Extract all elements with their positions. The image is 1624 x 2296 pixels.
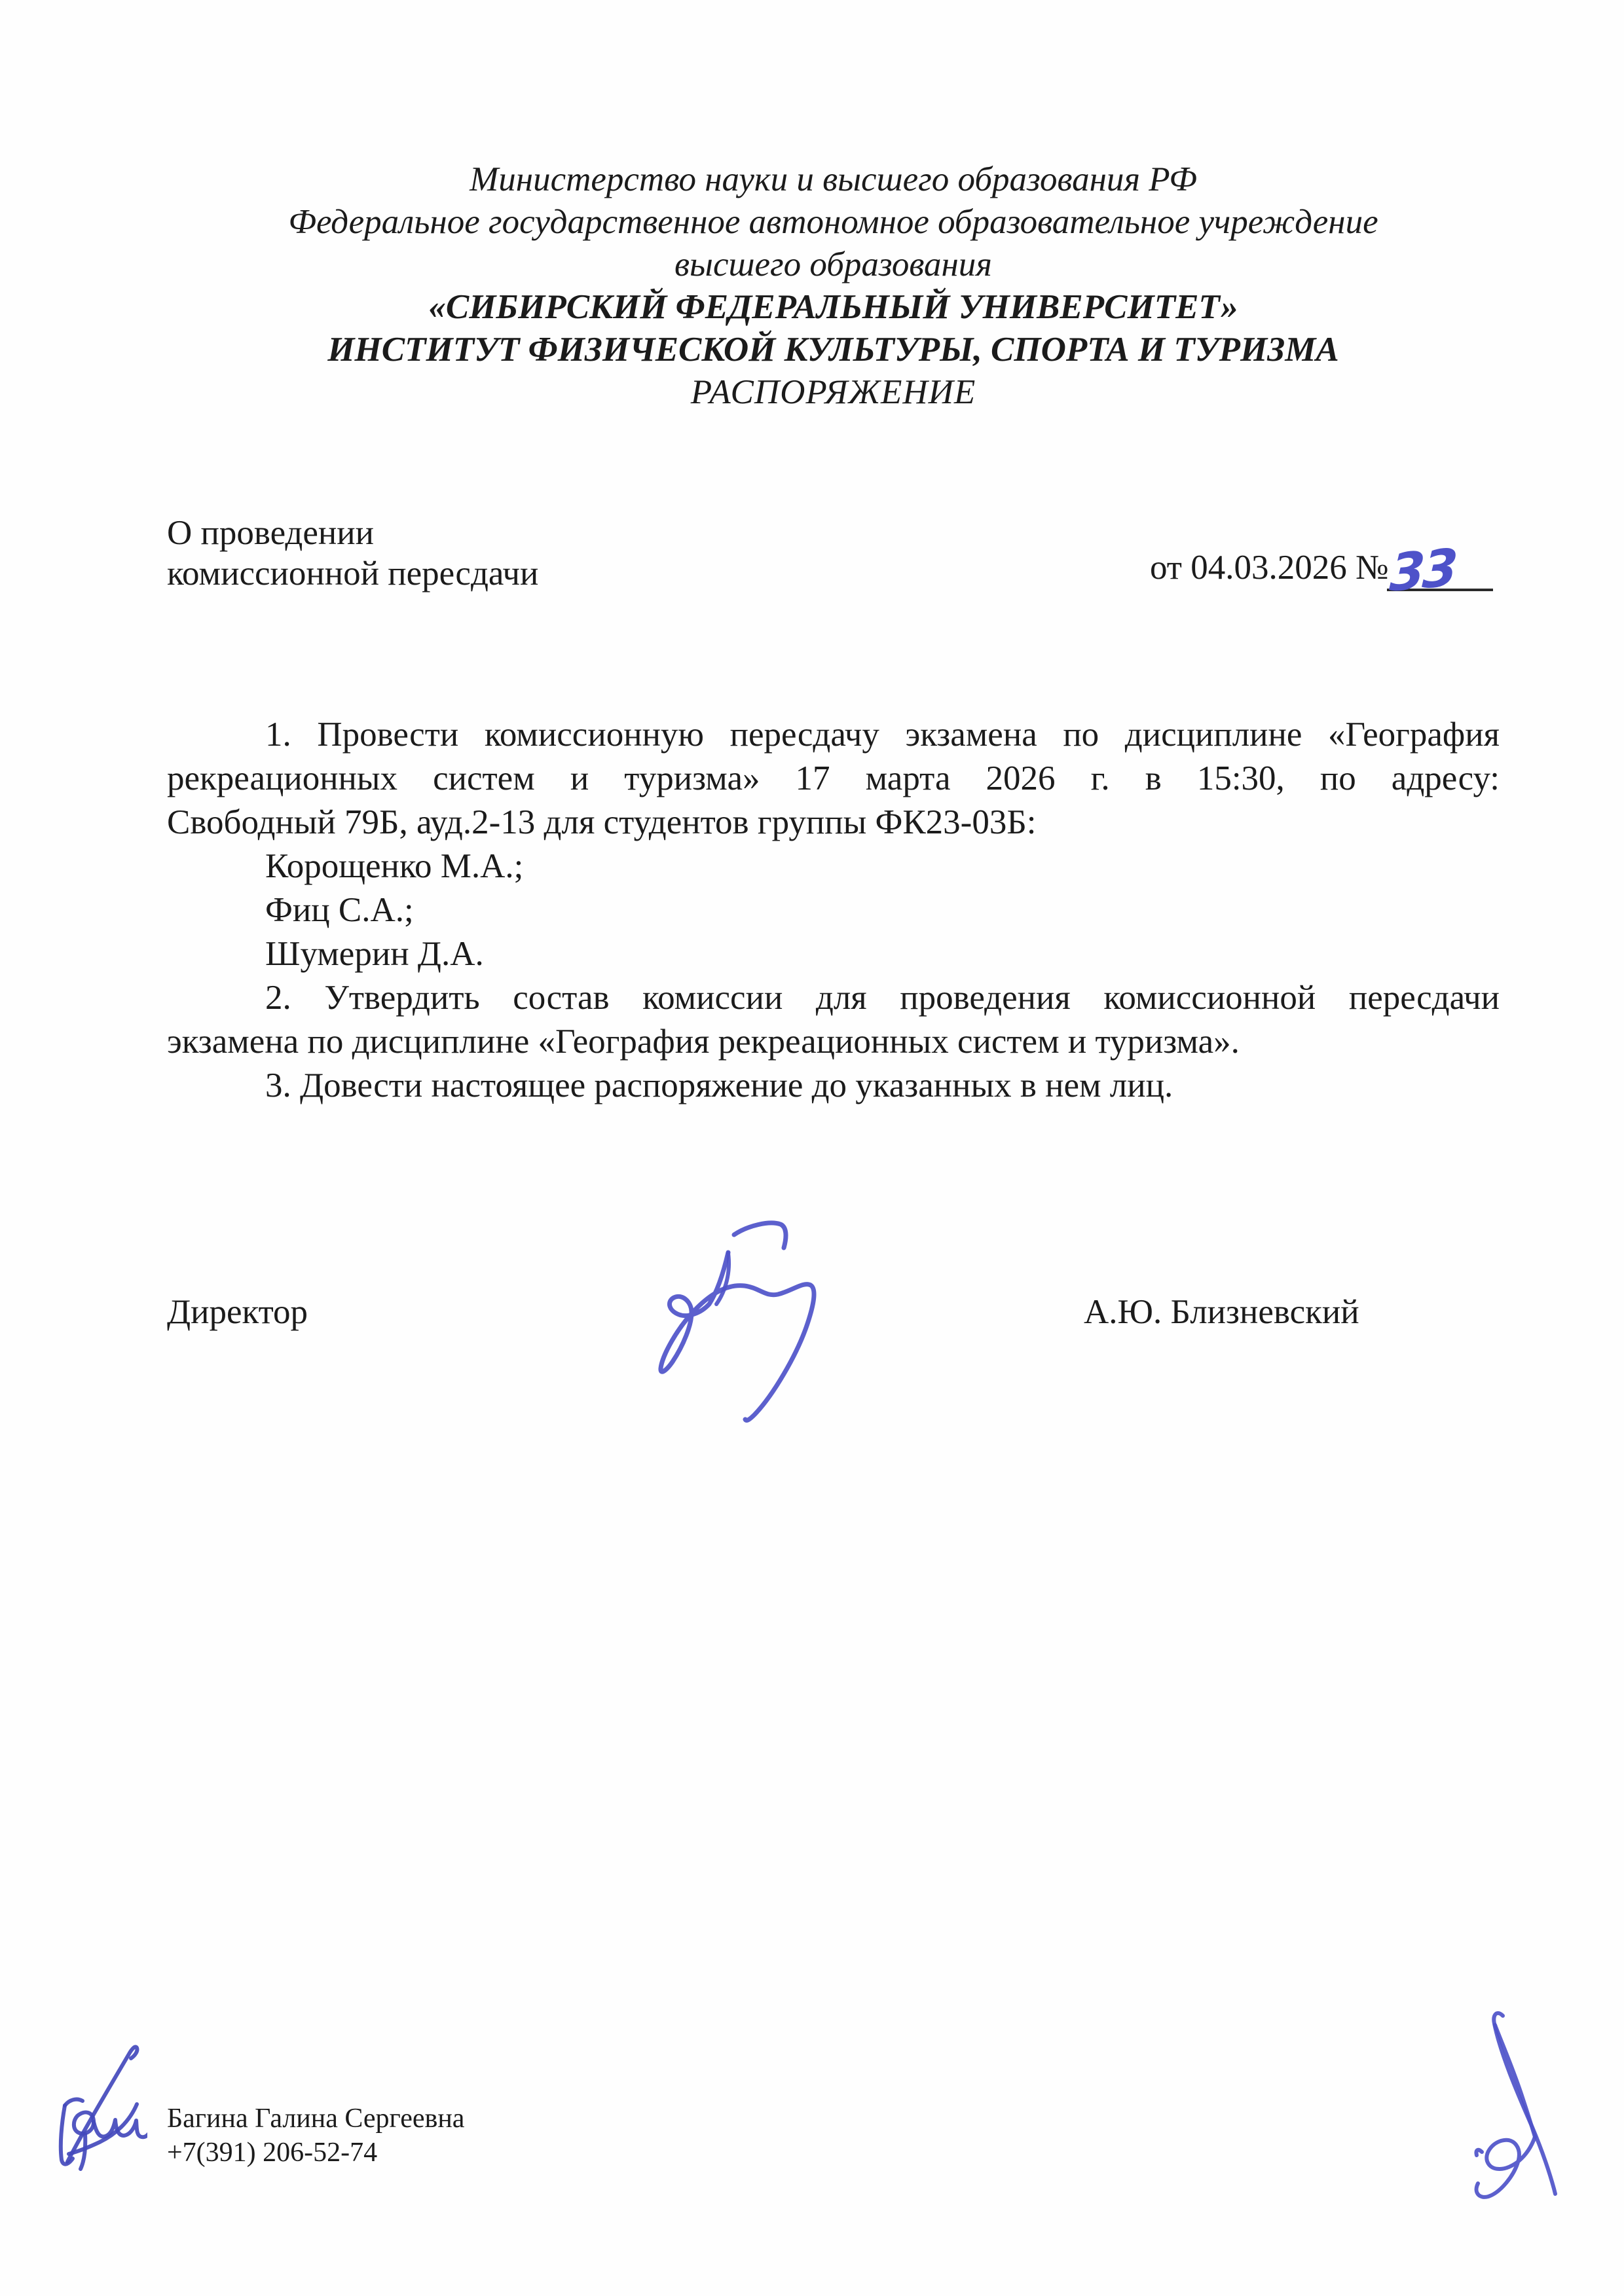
institute-name: ИНСТИТУТ ФИЗИЧЕСКОЙ КУЛЬТУРЫ, СПОРТА И ТУРИЗМА xyxy=(327,331,1339,369)
document-type-title: РАСПОРЯЖЕНИЕ xyxy=(690,373,976,411)
body-line-3: Свободный 79Б, ауд.2-13 для студентов группы ФК23-03Б: xyxy=(167,803,1037,841)
executor-phone: +7(391) 206-52-74 xyxy=(167,2138,378,2168)
subject-line-1: О проведении xyxy=(167,514,375,552)
ministry-line: Министерство науки и высшего образования РФ xyxy=(470,160,1197,198)
corner-paraph-signature xyxy=(1464,2000,1565,2206)
body-line-4: Корощенко М.А.; xyxy=(265,847,524,885)
document-number-handwritten: 33 xyxy=(1388,538,1457,604)
organization-line-2: высшего образования xyxy=(674,246,992,283)
director-name: А.Ю. Близневский xyxy=(1084,1293,1359,1331)
body-line-2: рекреационных систем и туризма» 17 марта 2026 г. в 15:30, по адресу: xyxy=(167,759,1500,797)
executor-block xyxy=(167,2102,464,2170)
body-line-7: 2. Утвердить состав комиссии для проведения комиссионной пересдачи xyxy=(265,979,1500,1017)
date-number-line: от 04.03.2026 № xyxy=(1150,549,1389,587)
document-header xyxy=(167,158,1500,414)
body-line-5: Фиц С.А.; xyxy=(265,891,414,929)
subject-line-2: комиссионной пересдачи xyxy=(167,555,539,592)
body-line-1: 1. Провести комиссионную пересдачу экзамена по дисциплине «География xyxy=(265,716,1500,754)
organization-line-1: Федеральное государственное автономное образовательное учреждение xyxy=(288,203,1378,241)
body-line-9: 3. Довести настоящее распоряжение до указанных в нем лиц. xyxy=(265,1066,1173,1104)
body-text xyxy=(167,713,1500,1108)
executor-name: Багина Галина Сергеевна xyxy=(167,2104,465,2134)
executor-signature xyxy=(52,2036,147,2177)
director-signature xyxy=(642,1208,838,1434)
subject-block xyxy=(167,513,538,594)
director-position-label: Директор xyxy=(167,1293,308,1331)
body-line-8: экзамена по дисциплине «География рекреационных систем и туризма». xyxy=(167,1023,1240,1061)
body-line-6: Шумерин Д.А. xyxy=(265,935,484,973)
university-name: «СИБИРСКИЙ ФЕДЕРАЛЬНЫЙ УНИВЕРСИТЕТ» xyxy=(428,288,1238,326)
